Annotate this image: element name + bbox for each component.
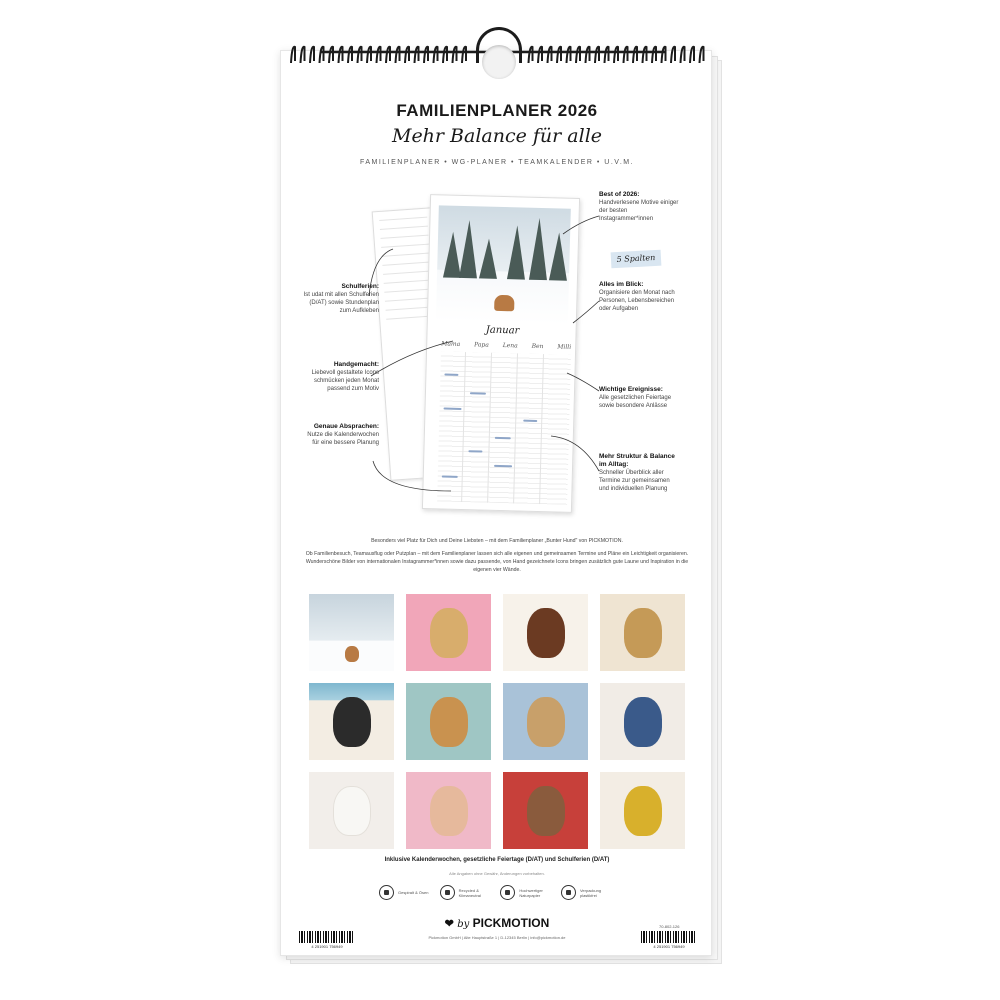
photo-yellow-coat-dog xyxy=(600,772,685,849)
annotation-ueberblick: Alles im Blick: Organisiere den Monat nach Personen, Lebensbereichen oder Aufgaben xyxy=(599,281,675,312)
dog-figure xyxy=(527,697,565,747)
mini-calendar-columns xyxy=(441,340,571,350)
fsc-icon xyxy=(440,885,455,900)
dog-figure xyxy=(333,786,371,836)
dogs-in-snow xyxy=(494,295,514,312)
dog-figure xyxy=(527,786,565,836)
photo-fluffy-dog xyxy=(600,594,685,671)
feature-paper: Hochwertiger Naturpapier xyxy=(500,885,558,900)
spiral-icon xyxy=(379,885,394,900)
item-number: 70-802-126 xyxy=(659,924,680,929)
brand-logo: ❤ by PICKMOTION xyxy=(444,916,550,930)
dog-figure xyxy=(430,697,468,747)
annotation-ereignisse: Wichtige Ereignisse: Alle gesetzlichen Feiertage sowie besondere Anlässe xyxy=(599,386,672,409)
mini-calendar-front-page xyxy=(422,194,580,513)
feature-icons xyxy=(379,885,619,900)
photo-duck-dog xyxy=(503,683,588,760)
photo-white-dog xyxy=(309,772,394,849)
mini-calendar-photo xyxy=(436,205,571,324)
photo-snow-dogs xyxy=(309,594,394,671)
dog-figure xyxy=(624,697,662,747)
dog-figure xyxy=(333,697,371,747)
five-columns-badge: 5 Spalten xyxy=(611,250,662,269)
photo-sunglasses-dog xyxy=(406,683,491,760)
feature-spiral: Gespiralt & Ösen xyxy=(379,885,437,900)
photo-dachshund-hands xyxy=(503,594,588,671)
photo-beach-dog xyxy=(309,683,394,760)
annotation-best-of: Best of 2026: Handverlesene Motive einiger der besten Instagrammer*innen xyxy=(599,191,679,222)
hanging-hole xyxy=(482,45,516,79)
dog-figure xyxy=(430,608,468,658)
leaf-icon xyxy=(500,885,515,900)
included-features: Inklusive Kalenderwochen, gesetzliche Feiertage (D/AT) und Schulferien (D/AT) xyxy=(384,857,610,863)
calendar-back-cover xyxy=(280,50,712,956)
barcode-left xyxy=(299,931,355,943)
photo-red-flower-dog xyxy=(503,772,588,849)
feature-recycled: Recycled & Klimaneutral xyxy=(440,885,498,900)
mini-calendar-month: Januar xyxy=(485,324,520,337)
dog-figure xyxy=(624,608,662,658)
description-body: Ob Familienbesuch, Teamausflug oder Putzplan – mit dem Familienplaner lassen sich alle eigenen und gemeinsamen Termine und Pläne ein Leichtigkeit organisieren. Wunderschöne Bilder von internationalen Instagrammer*innen sowie dazu passende, von Hand gezeichnete Icons bringen zusätzlich gute Laune und Inspiration in die eigenen vier Wände. xyxy=(305,551,689,573)
photo-costume-dog xyxy=(600,683,685,760)
recycle-icon xyxy=(561,885,576,900)
photo-pink-hat-dog xyxy=(406,594,491,671)
annotation-handgemacht: Handgemacht: Liebevoll gestaltete Icons schmücken jeden Monat passend zum Motiv xyxy=(311,361,379,392)
feature-plastic-free: Verpackung plastikfrei xyxy=(561,885,619,900)
description-intro: Besonders viel Platz für Dich und Deine Liebsten – mit dem Familienplaner „Bunter Hund" von PICKMOTION. xyxy=(371,538,623,544)
annotation-struktur: Mehr Struktur & Balance im Alltag: Schneller Überblick aller Termine zur gemeinsamen und individuellen Planung xyxy=(599,453,675,492)
barcode-right xyxy=(641,931,697,943)
barcode-left-number: 4 251901 756949 xyxy=(311,944,343,949)
page-subtitle: Mehr Balance für alle xyxy=(391,125,603,147)
mini-column-2: Papa xyxy=(474,341,489,349)
annotation-absprachen: Genaue Absprachen: Nutze die Kalenderwochen für eine bessere Planung xyxy=(307,423,379,446)
mini-calendar-grid xyxy=(437,351,571,504)
photo-pink-pups xyxy=(406,772,491,849)
dog-figure xyxy=(345,646,359,662)
dog-figure xyxy=(624,786,662,836)
annotation-schulferien: Schulferien: Ist udat mit allen Schulferien (D/AT) sowie Stundenplan zum Aufkleben xyxy=(303,283,379,314)
publisher-address: Pickmotion GmbH | Alte Hauptstraße 1 | D-12345 Berlin | info@pickmotion.de xyxy=(428,935,566,940)
page-title: FAMILIENPLANER 2026 xyxy=(396,101,598,120)
photo-grid xyxy=(309,594,685,849)
product-tags: FAMILIENPLANER • WG-PLANER • TEAMKALENDER • U.V.M. xyxy=(359,159,635,166)
dog-figure xyxy=(430,786,468,836)
mini-column-4: Ben xyxy=(531,342,544,351)
heart-icon: ❤ xyxy=(444,918,454,930)
dog-figure xyxy=(527,608,565,658)
barcode-right-number: 4 251901 756949 xyxy=(653,944,685,949)
small-print: Alle Angaben ohne Gewähr, Änderungen vorbehalten. xyxy=(449,871,545,876)
mini-column-3: Lena xyxy=(502,342,518,350)
mini-column-1: Mama xyxy=(441,340,461,348)
mini-column-5: Milli xyxy=(557,343,572,351)
